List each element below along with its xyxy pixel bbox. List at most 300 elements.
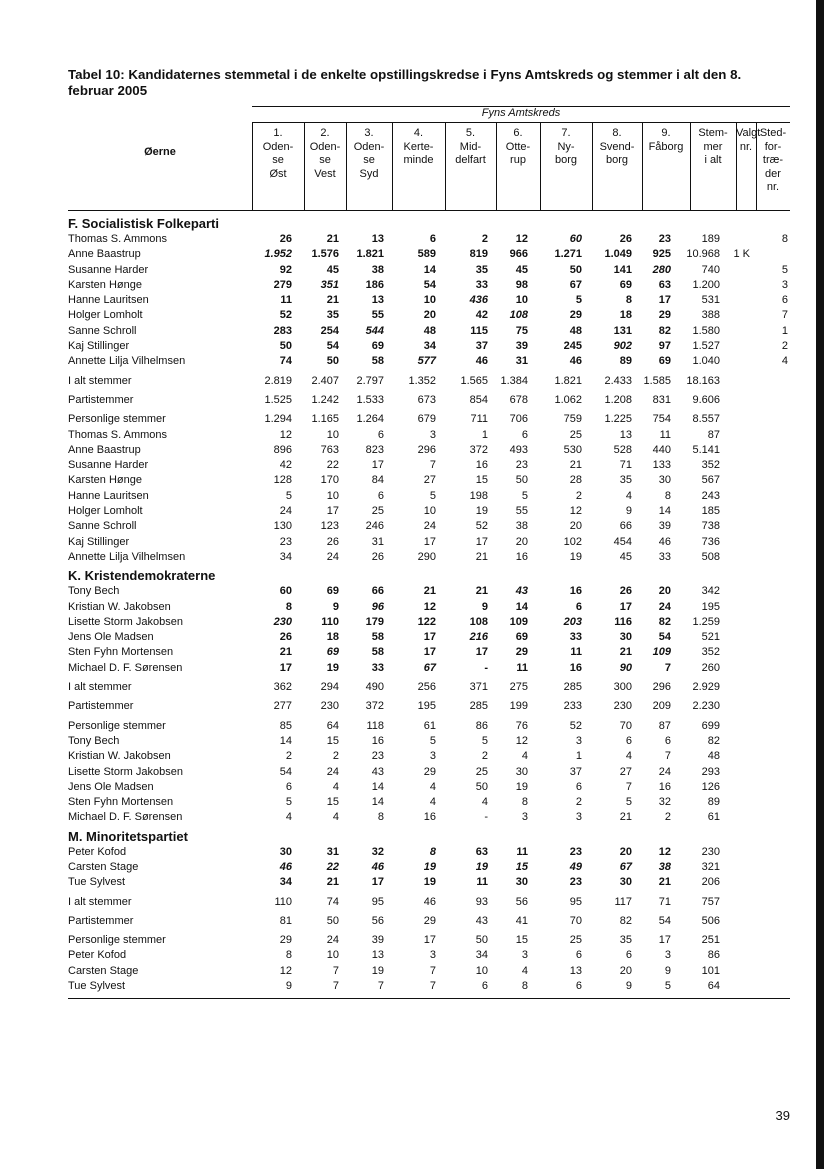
table-cell: 10 xyxy=(423,505,436,518)
table-cell: 101 xyxy=(701,964,720,977)
table-cell: 95 xyxy=(569,895,582,908)
row-label: Thomas S. Ammons xyxy=(68,428,168,441)
table-cell: 1.200 xyxy=(692,278,720,291)
table-row xyxy=(68,504,790,519)
table-cell: 490 xyxy=(365,681,384,694)
table-cell: 45 xyxy=(326,263,339,276)
table-cell: 20 xyxy=(658,585,671,598)
table-cell: 35 xyxy=(619,934,632,947)
row-label: Thomas S. Ammons xyxy=(68,233,168,245)
table-cell: 19 xyxy=(371,964,384,977)
table-cell: 2.433 xyxy=(604,374,632,387)
table-cell: 189 xyxy=(701,233,720,245)
table-cell: 6 xyxy=(377,489,384,502)
table-cell: 699 xyxy=(701,719,720,732)
table-cell: 69 xyxy=(326,646,339,659)
table-cell: 97 xyxy=(658,340,671,353)
table-cell: 20 xyxy=(619,964,632,977)
table-cell: 8 xyxy=(521,980,528,993)
table-cell: 243 xyxy=(701,489,720,502)
table-cell: 130 xyxy=(273,520,292,533)
table-cell: 45 xyxy=(515,263,528,276)
table-cell: 61 xyxy=(423,719,436,732)
row-label: Michael D. F. Sørensen xyxy=(68,661,183,674)
table-cell: 711 xyxy=(470,413,488,426)
table-row xyxy=(68,247,790,262)
table-cell: 186 xyxy=(365,278,384,291)
table-row xyxy=(68,458,790,473)
row-label: Carsten Stage xyxy=(68,964,139,977)
table-cell: 70 xyxy=(619,719,632,732)
table-cell: 12 xyxy=(515,734,528,747)
table-cell: 3 xyxy=(575,811,582,824)
table-cell: 102 xyxy=(563,535,582,548)
table-row xyxy=(68,584,790,599)
table-cell: 283 xyxy=(273,324,292,337)
table-cell: 7 xyxy=(625,780,632,793)
table-cell: 17 xyxy=(423,646,436,659)
table-cell: 23 xyxy=(515,459,528,472)
table-cell: 82 xyxy=(619,914,632,927)
table-cell: 29 xyxy=(515,646,528,659)
table-cell: 896 xyxy=(273,443,292,456)
table-cell: 23 xyxy=(279,535,292,548)
table-row xyxy=(68,645,790,660)
table-cell: 372 xyxy=(469,443,488,456)
table-cell: 21 xyxy=(658,876,671,889)
table-cell: 109 xyxy=(509,615,528,628)
table-cell: 763 xyxy=(320,443,339,456)
table-cell: 19 xyxy=(423,860,436,873)
table-cell: 185 xyxy=(701,505,720,518)
row-label: Hanne Lauritsen xyxy=(68,294,149,307)
table-cell: 46 xyxy=(475,355,488,368)
column-header-12: Sted- for- træ- der nr. xyxy=(759,127,787,193)
table-cell: 1.271 xyxy=(554,248,582,261)
table-cell: 26 xyxy=(619,585,632,598)
table-cell: 372 xyxy=(365,700,384,713)
table-cell: 352 xyxy=(701,646,720,659)
table-cell: 6 xyxy=(575,949,582,962)
table-cell: 48 xyxy=(569,324,582,337)
table-cell: 24 xyxy=(279,505,292,518)
table-cell: 42 xyxy=(475,309,488,322)
table-cell: 206 xyxy=(701,876,720,889)
table-cell: 17 xyxy=(475,535,488,548)
row-label: Peter Kofod xyxy=(68,845,127,858)
table-cell: 966 xyxy=(509,248,528,261)
table-cell: 69 xyxy=(515,631,528,644)
table-cell: 38 xyxy=(515,520,528,533)
table-cell: 1.294 xyxy=(264,413,292,426)
table-cell: 64 xyxy=(326,719,339,732)
table-cell: 6 xyxy=(575,780,582,793)
table-cell: 69 xyxy=(658,355,671,368)
table-cell: 90 xyxy=(619,661,632,674)
table-cell: 290 xyxy=(417,550,436,563)
table-cell: 1.525 xyxy=(264,393,292,406)
table-cell: 9 xyxy=(625,980,632,993)
column-header-1: 1. Oden- se Øst xyxy=(262,127,294,180)
table-cell: 21 xyxy=(619,811,632,824)
table-cell: 17 xyxy=(423,934,436,947)
table-cell: 2 xyxy=(575,796,582,809)
table-cell: 41 xyxy=(515,914,528,927)
table-cell: 17 xyxy=(423,535,436,548)
table-cell: 29 xyxy=(423,914,436,927)
table-cell: 1 K xyxy=(733,248,750,261)
table-cell: 6 xyxy=(625,949,632,962)
table-cell: 23 xyxy=(371,750,384,763)
page-number: 39 xyxy=(775,1108,790,1123)
table-cell: 4 xyxy=(429,780,436,793)
page-edge xyxy=(816,0,824,1169)
table-cell: 50 xyxy=(569,263,582,276)
table-cell: 14 xyxy=(371,780,384,793)
table-cell: 17 xyxy=(619,600,632,613)
table-cell: 7 xyxy=(332,964,339,977)
column-header-4: 4. Kerte- minde xyxy=(403,127,434,166)
table-cell: 33 xyxy=(371,661,384,674)
table-cell: 13 xyxy=(371,949,384,962)
table-cell: 589 xyxy=(417,248,436,261)
table-cell: 5 xyxy=(781,263,788,276)
table-cell: 122 xyxy=(417,615,436,628)
table-cell: 1.049 xyxy=(604,248,632,261)
table-cell: 109 xyxy=(652,646,671,659)
table-cell: 19 xyxy=(569,550,582,563)
table-row xyxy=(68,550,790,565)
rule-group xyxy=(252,122,790,123)
table-cell: 6 xyxy=(481,980,488,993)
row-label: Sten Fyhn Mortensen xyxy=(68,796,174,809)
table-cell: 12 xyxy=(423,600,436,613)
table-cell: 854 xyxy=(469,393,488,406)
row-label: Personlige stemmer xyxy=(68,934,166,947)
table-row xyxy=(68,765,790,780)
table-cell: 275 xyxy=(509,681,528,694)
table-cell: 75 xyxy=(515,324,528,337)
row-label: Partistemmer xyxy=(68,914,134,927)
table-cell: 63 xyxy=(475,845,488,858)
table-cell: 71 xyxy=(658,895,671,908)
table-cell: 757 xyxy=(701,895,720,908)
table-cell: 902 xyxy=(613,340,632,353)
table-cell: 15 xyxy=(326,796,339,809)
table-cell: 195 xyxy=(417,700,436,713)
table-cell: 454 xyxy=(613,535,632,548)
table-cell: 230 xyxy=(320,700,339,713)
table-cell: 10 xyxy=(326,489,339,502)
row-label: Anne Baastrup xyxy=(68,443,141,456)
table-cell: 108 xyxy=(469,615,488,628)
table-cell: 1.533 xyxy=(356,393,384,406)
table-cell: 1 xyxy=(781,324,788,337)
table-cell: 388 xyxy=(701,309,720,322)
table-cell: 277 xyxy=(273,700,292,713)
table-cell: 1 xyxy=(481,428,488,441)
table-cell: 279 xyxy=(273,278,292,291)
table-cell: - xyxy=(484,661,488,674)
table-cell: 673 xyxy=(417,393,436,406)
table-cell: 18.163 xyxy=(686,374,720,387)
row-label: Annette Lilja Vilhelmsen xyxy=(68,550,186,563)
table-cell: 2.797 xyxy=(356,374,384,387)
table-cell: 25 xyxy=(569,934,582,947)
table-cell: 70 xyxy=(569,914,582,927)
table-cell: 14 xyxy=(279,734,292,747)
table-cell: 436 xyxy=(469,294,488,307)
table-cell: 35 xyxy=(475,263,488,276)
table-cell: 3 xyxy=(575,734,582,747)
table-cell: 3 xyxy=(429,428,436,441)
table-cell: 6 xyxy=(575,980,582,993)
row-label: Jens Ole Madsen xyxy=(68,631,154,644)
table-cell: 6 xyxy=(781,294,788,307)
table-cell: 34 xyxy=(423,340,436,353)
table-row xyxy=(68,412,790,427)
table-cell: 4 xyxy=(625,750,632,763)
table-cell: 198 xyxy=(469,489,488,502)
table-cell: 2.230 xyxy=(692,700,720,713)
table-row xyxy=(68,795,790,810)
table-cell: 13 xyxy=(619,428,632,441)
table-cell: 52 xyxy=(475,520,488,533)
table-cell: 26 xyxy=(326,535,339,548)
column-header-7: 7. Ny- borg xyxy=(554,127,578,166)
table-cell: 17 xyxy=(658,294,671,307)
table-row xyxy=(68,845,790,860)
table-row xyxy=(68,600,790,615)
table-cell: 1.225 xyxy=(604,413,632,426)
row-label: Karsten Hønge xyxy=(68,474,142,487)
row-label: Kaj Stillinger xyxy=(68,340,130,353)
table-cell: 7 xyxy=(664,750,671,763)
table-cell: 1.040 xyxy=(692,355,720,368)
table-cell: 54 xyxy=(423,278,436,291)
table-row xyxy=(68,308,790,323)
table-cell: 34 xyxy=(475,949,488,962)
column-header-2: 2. Oden- se Vest xyxy=(309,127,341,180)
table-cell: 179 xyxy=(365,615,384,628)
table-cell: 1.384 xyxy=(500,374,528,387)
table-cell: 56 xyxy=(371,914,384,927)
row-label: Anne Baastrup xyxy=(68,248,141,261)
table-cell: 754 xyxy=(652,413,671,426)
table-cell: 22 xyxy=(326,860,339,873)
table-cell: 39 xyxy=(371,934,384,947)
table-row xyxy=(68,948,790,963)
table-cell: 2 xyxy=(332,750,339,763)
row-label: Tony Bech xyxy=(68,734,120,747)
table-cell: 54 xyxy=(658,631,671,644)
table-cell: 293 xyxy=(701,765,720,778)
table-cell: 1.585 xyxy=(643,374,671,387)
table-cell: 33 xyxy=(658,550,671,563)
table-cell: 3 xyxy=(781,278,788,291)
table-row xyxy=(68,780,790,795)
table-cell: 56 xyxy=(515,895,528,908)
table-cell: 43 xyxy=(515,585,528,598)
table-cell: 4 xyxy=(332,811,339,824)
table-cell: 66 xyxy=(619,520,632,533)
table-cell: 69 xyxy=(619,278,632,291)
table-cell: 16 xyxy=(569,585,582,598)
table-cell: 37 xyxy=(475,340,488,353)
table-cell: 25 xyxy=(569,428,582,441)
row-label: Sanne Schroll xyxy=(68,324,137,337)
table-cell: 81 xyxy=(279,914,292,927)
row-label: Partistemmer xyxy=(68,700,134,713)
table-cell: 5 xyxy=(429,489,436,502)
table-cell: 823 xyxy=(365,443,384,456)
table-row xyxy=(68,979,790,994)
table-cell: 61 xyxy=(707,811,720,824)
table-cell: 209 xyxy=(652,700,671,713)
table-cell: 69 xyxy=(326,585,339,598)
table-cell: 5 xyxy=(664,980,671,993)
table-cell: 20 xyxy=(423,309,436,322)
table-cell: 679 xyxy=(417,413,436,426)
table-cell: 256 xyxy=(417,681,436,694)
table-cell: 95 xyxy=(371,895,384,908)
table-cell: 35 xyxy=(619,474,632,487)
table-cell: 5 xyxy=(429,734,436,747)
table-cell: 133 xyxy=(652,459,671,472)
table-cell: 1.352 xyxy=(408,374,436,387)
table-cell: 1.821 xyxy=(356,248,384,261)
table-cell: 3 xyxy=(521,949,528,962)
row-label: Sten Fyhn Mortensen xyxy=(68,646,174,659)
table-cell: 17 xyxy=(475,646,488,659)
table-cell: 342 xyxy=(701,585,720,598)
table-row xyxy=(68,810,790,825)
table-cell: 17 xyxy=(423,631,436,644)
table-cell: 50 xyxy=(279,340,292,353)
table-cell: 24 xyxy=(658,765,671,778)
table-cell: 6 xyxy=(575,600,582,613)
table-cell: 493 xyxy=(509,443,528,456)
table-cell: 233 xyxy=(563,700,582,713)
row-label: Lisette Storm Jakobsen xyxy=(68,765,183,778)
table-cell: 12 xyxy=(279,964,292,977)
table-cell: 19 xyxy=(423,876,436,889)
table-cell: 11 xyxy=(476,876,488,889)
table-cell: 71 xyxy=(619,459,632,472)
table-cell: 3 xyxy=(429,949,436,962)
table-row xyxy=(68,933,790,948)
table-row xyxy=(68,324,790,339)
row-label: I alt stemmer xyxy=(68,895,132,908)
table-cell: 1.565 xyxy=(460,374,488,387)
table-cell: 26 xyxy=(279,631,292,644)
table-cell: 24 xyxy=(326,550,339,563)
table-cell: 23 xyxy=(569,845,582,858)
party-name: F. Socialistisk Folkeparti xyxy=(68,216,219,231)
table-cell: 92 xyxy=(279,263,292,276)
table-cell: 82 xyxy=(658,324,671,337)
table-cell: 17 xyxy=(279,661,292,674)
table-cell: 87 xyxy=(658,719,671,732)
row-label: Kaj Stillinger xyxy=(68,535,130,548)
table-cell: 19 xyxy=(326,661,339,674)
table-cell: 7 xyxy=(664,661,671,674)
table-cell: 131 xyxy=(613,324,632,337)
table-cell: 5 xyxy=(575,294,582,307)
table-cell: 76 xyxy=(515,719,528,732)
row-label: Annette Lilja Vilhelmsen xyxy=(68,355,186,368)
table-cell: 33 xyxy=(569,631,582,644)
table-cell: 2 xyxy=(481,233,488,245)
table-row xyxy=(68,749,790,764)
table-cell: 4 xyxy=(285,811,292,824)
table-cell: 245 xyxy=(563,340,582,353)
table-cell: 50 xyxy=(475,934,488,947)
table-cell: 8 xyxy=(377,811,384,824)
row-label: Hanne Lauritsen xyxy=(68,489,149,502)
table-cell: 66 xyxy=(371,585,384,598)
table-cell: 30 xyxy=(619,631,632,644)
table-cell: 19 xyxy=(475,505,488,518)
table-cell: 285 xyxy=(469,700,488,713)
table-row xyxy=(68,354,790,369)
table-cell: 351 xyxy=(320,278,339,291)
table-cell: 740 xyxy=(701,263,720,276)
table-cell: 577 xyxy=(417,355,436,368)
table-cell: 3 xyxy=(521,811,528,824)
table-cell: 21 xyxy=(326,233,339,245)
table-cell: 26 xyxy=(371,550,384,563)
table-cell: 29 xyxy=(658,309,671,322)
table-cell: 31 xyxy=(371,535,384,548)
table-cell: 64 xyxy=(707,980,720,993)
table-cell: 2 xyxy=(481,750,488,763)
table-cell: 15 xyxy=(515,860,528,873)
table-cell: 2 xyxy=(575,489,582,502)
table-cell: 1.264 xyxy=(356,413,384,426)
table-cell: 21 xyxy=(326,876,339,889)
table-cell: 216 xyxy=(469,631,488,644)
row-label: Susanne Harder xyxy=(68,459,149,472)
party-heading xyxy=(68,828,790,845)
party-name: M. Minoritetspartiet xyxy=(68,828,188,844)
group-header: Fyns Amtskreds xyxy=(481,107,561,119)
table-cell: 10.968 xyxy=(686,248,720,261)
table-cell: 8 xyxy=(429,845,436,858)
table-cell: 21 xyxy=(475,585,488,598)
table-cell: 54 xyxy=(279,765,292,778)
table-cell: 21 xyxy=(475,550,488,563)
table-cell: 32 xyxy=(658,796,671,809)
table-cell: 4 xyxy=(481,796,488,809)
table-cell: 50 xyxy=(326,914,339,927)
party-name: K. Kristendemokraterne xyxy=(68,568,216,584)
table-cell: 352 xyxy=(701,459,720,472)
table-cell: 13 xyxy=(371,233,384,245)
table-cell: 32 xyxy=(371,845,384,858)
table-cell: 280 xyxy=(652,263,671,276)
table-cell: 521 xyxy=(701,631,720,644)
table-row xyxy=(68,232,790,247)
row-label: Personlige stemmer xyxy=(68,719,166,732)
row-label: Michael D. F. Sørensen xyxy=(68,811,183,824)
table-cell: 69 xyxy=(371,340,384,353)
table-cell: 34 xyxy=(279,876,292,889)
table-cell: 5 xyxy=(285,796,292,809)
table-cell: 6 xyxy=(521,428,528,441)
table-cell: 27 xyxy=(619,765,632,778)
table-cell: 2.819 xyxy=(264,374,292,387)
